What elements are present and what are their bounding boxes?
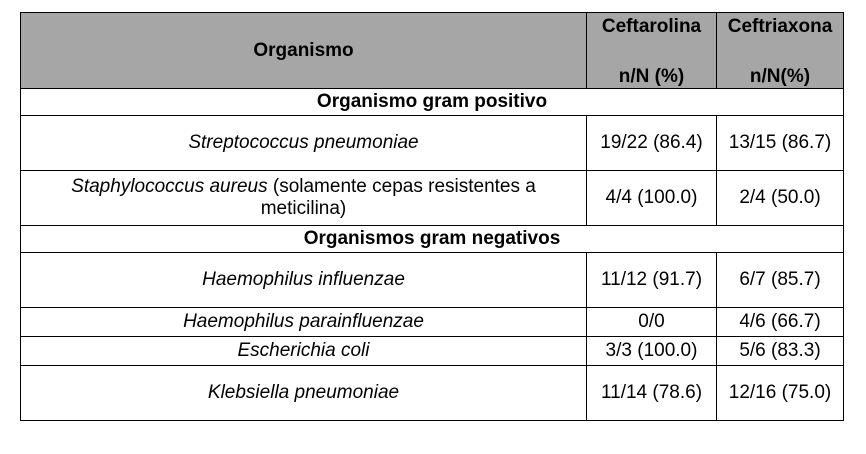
organism-name: Haemophilus parainfluenzae <box>183 311 424 332</box>
organism-cell <box>21 337 587 366</box>
ceftriaxona-cell: 13/15 (86.7) <box>717 116 844 171</box>
ceftriaxona-cell: 12/16 (75.0) <box>717 366 844 421</box>
section-row <box>21 226 844 253</box>
header-ceftriaxona-title: Ceftriaxona <box>727 16 833 37</box>
table-row <box>21 253 844 308</box>
header-row <box>21 13 844 89</box>
organism-name: Staphylococcus aureus <box>71 176 268 197</box>
header-ceftriaxona <box>717 13 844 89</box>
ceftarolina-cell: 4/4 (100.0) <box>587 171 717 226</box>
organism-name: Haemophilus influenzae <box>202 269 405 290</box>
ceftarolina-cell: 0/0 <box>587 308 717 337</box>
table-row <box>21 308 844 337</box>
section-title: Organismo gram positivo <box>21 89 844 116</box>
organism-cell <box>21 116 587 171</box>
section-row <box>21 89 844 116</box>
organism-cell <box>21 171 587 226</box>
ceftarolina-cell: 11/14 (78.6) <box>587 366 717 421</box>
organism-cell <box>21 308 587 337</box>
results-table <box>20 12 844 421</box>
ceftarolina-cell: 19/22 (86.4) <box>587 116 717 171</box>
header-ceftriaxona-unit: n/N(%) <box>749 66 811 87</box>
organism-cell <box>21 366 587 421</box>
organism-name: Klebsiella pneumoniae <box>207 382 400 403</box>
ceftriaxona-cell: 5/6 (83.3) <box>717 337 844 366</box>
ceftriaxona-cell: 2/4 (50.0) <box>717 171 844 226</box>
header-ceftarolina-title: Ceftarolina <box>601 16 702 37</box>
ceftriaxona-cell: 4/6 (66.7) <box>717 308 844 337</box>
table-row <box>21 366 844 421</box>
ceftarolina-cell: 11/12 (91.7) <box>587 253 717 308</box>
section-title: Organismos gram negativos <box>21 226 844 253</box>
header-ceftarolina-unit: n/N (%) <box>618 66 685 87</box>
table-row <box>21 337 844 366</box>
header-ceftarolina <box>587 13 717 89</box>
organism-name: Streptococcus pneumoniae <box>188 132 419 153</box>
table-row <box>21 171 844 226</box>
ceftarolina-cell: 3/3 (100.0) <box>587 337 717 366</box>
organism-cell <box>21 253 587 308</box>
organism-note: (solamente cepas resistentes a meticilina) <box>260 176 536 219</box>
ceftriaxona-cell: 6/7 (85.7) <box>717 253 844 308</box>
table-row <box>21 116 844 171</box>
header-organism: Organismo <box>21 13 587 89</box>
organism-name: Escherichia coli <box>237 340 370 361</box>
